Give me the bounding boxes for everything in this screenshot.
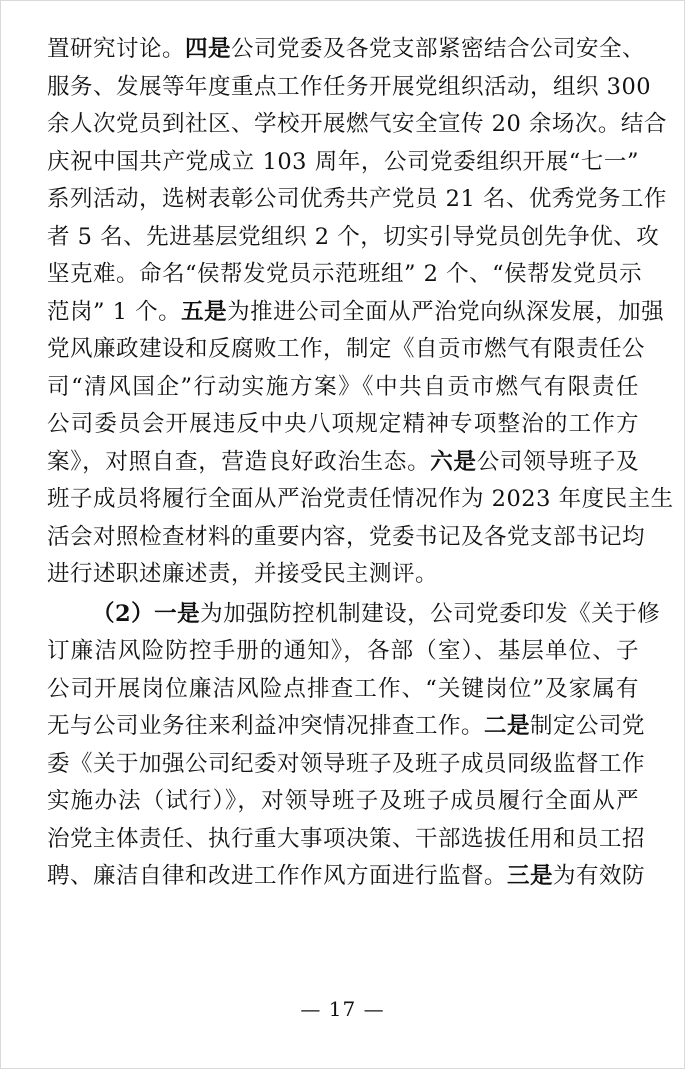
paragraph-2-line bbox=[47, 821, 646, 859]
text-segment: 公司委员会开展违反中央八项规定精神专项整治的工作方 bbox=[47, 411, 639, 437]
text-segment: 为有效防 bbox=[553, 863, 646, 889]
bold-text-segment: （2） bbox=[92, 600, 155, 627]
paragraph-1-line bbox=[47, 369, 639, 407]
paragraph-1-line bbox=[47, 106, 667, 144]
text-segment: 治党主体责任、执行重大事项决策、干部选拔任用和员工招 bbox=[47, 825, 646, 852]
text-segment: 服务、发展等年度重点工作任务开展党组织活动，组织 300 bbox=[47, 73, 652, 100]
paragraph-1-line bbox=[47, 444, 639, 482]
text-segment: 为推进公司全面从严治党向纵深发展，加强 bbox=[227, 298, 665, 325]
text-segment: 班子成员将履行全面从严治党责任情况作为 2023 年度民主生 bbox=[47, 486, 674, 512]
text-segment: 范岗” 1 个。 bbox=[47, 298, 182, 325]
bold-text-segment: 二是 bbox=[484, 713, 531, 739]
bold-text-segment: 四是 bbox=[185, 36, 232, 62]
text-segment: 制定公司党 bbox=[530, 713, 646, 739]
paragraph-2-line bbox=[47, 858, 646, 896]
paragraph-1-line bbox=[47, 69, 652, 107]
paragraph-2-line bbox=[47, 671, 639, 709]
text-segment: 坚克难。命名“侯帮发党员示范班组” 2 个、“侯帮发党员示 bbox=[47, 261, 643, 287]
bold-text-segment: 六是 bbox=[430, 448, 477, 475]
paragraph-1-line bbox=[47, 331, 646, 369]
text-segment: 活会对照检查材料的重要内容，党委书记及各党支部书记均 bbox=[47, 523, 646, 550]
paragraph-1-line bbox=[47, 144, 639, 182]
paragraph-2-line bbox=[47, 633, 639, 671]
text-segment: 司“清风国企”行动实施方案》《中共自贡市燃气有限责任 bbox=[47, 373, 639, 400]
paragraph-1-line bbox=[47, 181, 667, 219]
paragraph-1-line bbox=[47, 519, 646, 557]
page-number: — 17 — bbox=[300, 997, 385, 1021]
text-segment: 无与公司业务往来利益冲突情况排查工作。 bbox=[47, 713, 485, 739]
text-segment: 公司开展岗位廉洁风险点排查工作、“关键岗位”及家属有 bbox=[47, 675, 639, 702]
text-segment: 委《关于加强公司纪委对领导班子及班子成员同级监督工作 bbox=[47, 750, 646, 777]
text-segment: 公司党委及各党支部紧密结合公司安全、 bbox=[231, 36, 646, 62]
text-segment: 订廉洁风险防控手册的通知》，各部（室）、基层单位、子 bbox=[47, 638, 639, 664]
paragraph-1-line bbox=[47, 256, 643, 294]
text-segment: 实施办法（试行）》，对领导班子及班子成员履行全面从严 bbox=[47, 788, 639, 814]
text-segment: 案》，对照自查，营造良好政治生态。 bbox=[47, 448, 431, 475]
text-segment: 系列活动，选树表彰公司优秀共产党员 21 名、优秀党务工作 bbox=[47, 186, 667, 212]
bold-text-segment: 五是 bbox=[181, 298, 228, 325]
text-segment: 进行述职述廉述责，并接受民主测评。 bbox=[47, 561, 439, 587]
text-segment: 公司领导班子及 bbox=[476, 448, 639, 475]
paragraph-1-line bbox=[47, 31, 646, 69]
text-segment: 者 5 名、先进基层党组织 2 个，切实引导党员创先争优、攻 bbox=[47, 223, 660, 250]
paragraph-1-line bbox=[47, 294, 665, 332]
text-segment: 庆祝中国共产党成立 103 周年，公司党委组织开展“七一” bbox=[47, 148, 639, 175]
bold-text-segment: 三是 bbox=[507, 863, 554, 889]
text-segment: 聘、廉洁自律和改进工作作风方面进行监督。 bbox=[47, 863, 508, 889]
text-segment: 置研究讨论。 bbox=[47, 36, 186, 62]
paragraph-2-line bbox=[47, 783, 639, 821]
paragraph-1-line bbox=[47, 219, 660, 257]
text-segment: 余人次党员到社区、学校开展燃气安全宣传 20 余场次。结合 bbox=[47, 111, 667, 137]
paragraph-2-line bbox=[47, 746, 646, 784]
bold-text-segment: 一是 bbox=[154, 600, 201, 627]
paragraph-1-line bbox=[47, 556, 639, 594]
text-segment: 为加强防控机制建设，公司党委印发《关于修 bbox=[200, 600, 661, 627]
paragraph-2-line bbox=[47, 708, 646, 746]
paragraph-1-line bbox=[47, 481, 674, 519]
paragraph-2-line bbox=[47, 596, 661, 634]
paragraph-1-line bbox=[47, 406, 639, 444]
body-text bbox=[47, 31, 674, 896]
text-segment: 党风廉政建设和反腐败工作，制定《自贡市燃气有限责任公 bbox=[47, 336, 646, 362]
